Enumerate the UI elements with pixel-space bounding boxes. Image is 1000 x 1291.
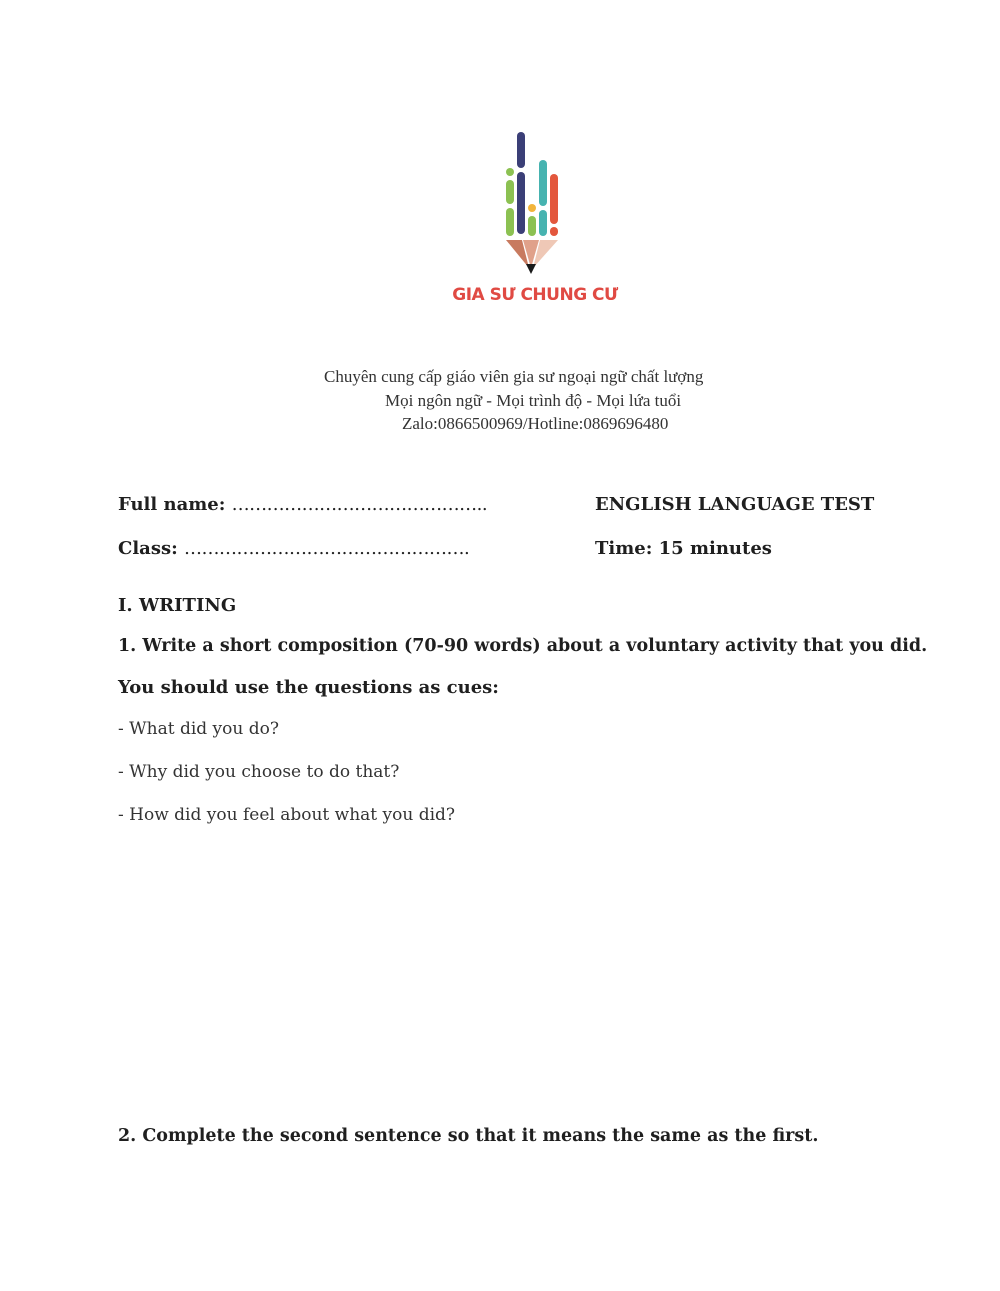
question-1: 1. Write a short composition (70-90 words) about a voluntary activity that you did. [118,636,928,656]
logo-bar-orange-low [550,227,558,236]
class-blank: …………………………………………. [184,538,470,559]
header-tagline: Chuyên cung cấp giáo viên gia sư ngoại ngữ chất lượng [324,367,704,386]
full-name-row [118,494,487,515]
logo-dot-yellow [528,204,536,212]
logo-bar-teal-low [539,210,547,236]
logo-pencil-icon [498,128,564,280]
logo-bar-green-top [506,168,514,176]
full-name-label: Full name: [118,494,226,515]
question-2: 2. Complete the second sentence so that it means the same as the first. [118,1126,819,1146]
logo-bar-orange [550,174,558,224]
logo-bar-green-mid [506,180,514,204]
class-label: Class: [118,538,178,559]
class-row [118,538,469,559]
cue-item: - Why did you choose to do that? [118,762,400,782]
cue-item: - How did you feel about what you did? [118,805,456,825]
logo-bar-yellow [528,216,536,236]
test-title: ENGLISH LANGUAGE TEST [595,494,875,515]
section-heading: I. WRITING [118,595,237,616]
logo-tip-point [526,264,536,274]
header-subtagline: Mọi ngôn ngữ - Mọi trình độ - Mọi lứa tuổi [385,391,682,410]
logo-bar-navy [517,132,525,168]
logo-bar-navy-lower [517,172,525,234]
brand-name: GIA SƯ CHUNG CƯ [452,285,618,305]
question-1-instruction: You should use the questions as cues: [118,677,499,698]
logo-bar-green-low [506,208,514,236]
full-name-blank: …………………………………….. [231,494,488,515]
cue-item: - What did you do? [118,719,279,739]
test-time: Time: 15 minutes [595,538,772,559]
header-contact: Zalo:0866500969/Hotline:0869696480 [402,414,669,433]
logo-bar-teal [539,160,547,206]
